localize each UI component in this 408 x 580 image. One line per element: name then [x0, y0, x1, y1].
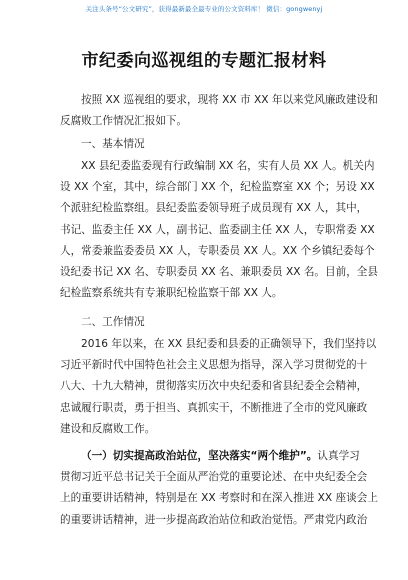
text-line: 上的重要讲话精神，特别是在 XX 考察时和在深入推进 XX 座谈会上: [60, 492, 378, 505]
text-line: 设纪委书记 XX 名、专职委员 XX 名、兼职委员 XX 名。目前，全县: [60, 265, 378, 278]
section-heading-basic: [60, 134, 352, 155]
text-line: 按照 XX 巡视组的要求，现将 XX 市 XX 年以来党风廉政建设和: [81, 94, 378, 106]
text-line: 反腐败工作情况汇报如下。: [60, 115, 188, 128]
text-line: 习近平新时代中国特色社会主义思想为指导，深入学习贯彻党的十: [60, 359, 368, 372]
text-line: 建设和反腐败工作。: [60, 422, 156, 435]
section-heading: 二、工作情况: [81, 316, 145, 328]
text-line: 2016 年以来，在 XX 县纪委和县委的正确领导下，我们坚持以: [81, 338, 377, 350]
text-line: 忠诚履行职责，勇于担当、真抓实干，不断推进了全市的党风廉政: [60, 401, 368, 414]
point-one-text: 认真学习: [317, 450, 360, 462]
section-work-paragraph: [60, 334, 377, 440]
section-heading: 一、基本情况: [81, 138, 145, 150]
header-note: 关注头条号“公文研究”，获得最新最全最专业的公文资料库！ 微信：gongwenyj: [85, 5, 323, 13]
section-basic-paragraph: [60, 156, 378, 304]
text-line: [60, 446, 360, 467]
section-heading-work: [60, 312, 352, 333]
text-line: 纪检监察系统共有专兼职纪检监察干部 XX 人。: [60, 287, 283, 300]
page-title: 市纪委向巡视组的专题汇报材料: [81, 51, 327, 71]
text-line: 贯彻习近平总书记关于全面从严治党的重要论述、在中央纪委全会: [60, 471, 368, 484]
text-line: 个派驻纪检监察组。县纪委监委领导班子成员现有 XX 人，其中，: [60, 202, 368, 215]
point-one-heading: （一）切实提高政治站位，坚决落实“两个维护”。: [81, 450, 318, 462]
point-one-paragraph: [60, 446, 378, 531]
intro-paragraph: [60, 90, 378, 132]
text-line: 八大、十九大精神，贯彻落实历次中央纪委和省县纪委全会精神，: [60, 380, 368, 393]
text-line: XX 县纪委监委现有行政编制 XX 名，实有人员 XX 人。机关内: [81, 160, 375, 172]
text-line: 书记、监委主任 XX 人，副书记、监委副主任 XX 人，专职常委 XX: [60, 223, 375, 236]
text-line: 设 XX 个室，其中，综合部门 XX 个，纪检监察室 XX 个；另设 XX: [60, 181, 375, 194]
text-line: 人，常委兼监委委员 XX 人，专职委员 XX 人。XX 个乡镇纪委每个: [60, 244, 375, 257]
text-line: 的重要讲话精神，进一步提高政治站位和政治觉悟。严肃党内政治: [60, 513, 368, 526]
